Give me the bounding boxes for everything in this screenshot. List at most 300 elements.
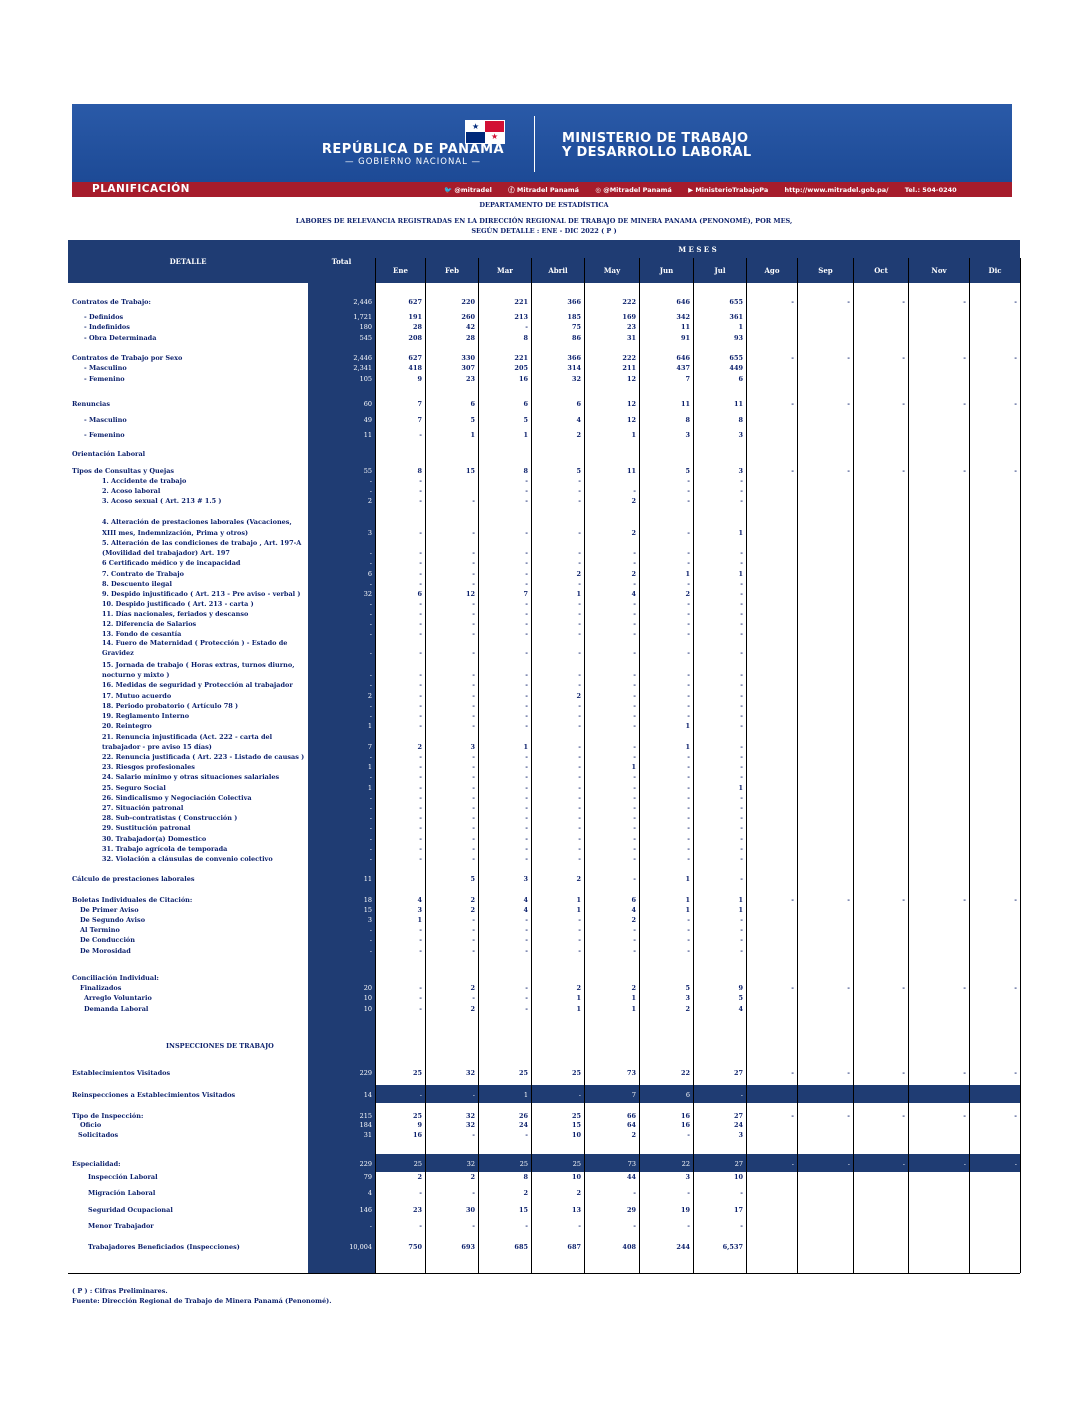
row-value: -	[687, 926, 690, 934]
row-value: 1	[685, 743, 690, 751]
youtube-link[interactable]: ▶ MinisterioTrabajoPa	[688, 186, 769, 194]
row-label: Finalizados	[80, 984, 122, 992]
row-value: -	[472, 926, 475, 934]
row-value: -	[472, 763, 475, 771]
row-value: 1	[631, 763, 636, 771]
row-value: -	[578, 702, 581, 710]
row-value: -	[472, 773, 475, 781]
row-label: 16. Medidas de seguridad y Protección al trabajador	[102, 681, 293, 689]
twitter-link[interactable]: 🐦 @mitradel	[444, 186, 492, 194]
row-value: 66	[626, 1112, 636, 1120]
row-value: 1	[576, 994, 581, 1002]
row-label: Oficio	[80, 1121, 102, 1129]
row-value: -	[687, 497, 690, 505]
row-value: 11	[626, 467, 636, 475]
row-label: 2. Acoso laboral	[102, 487, 161, 495]
row-value: -	[791, 298, 794, 306]
row-value: 1	[631, 1005, 636, 1013]
website-link[interactable]: http://www.mitradel.gob.pa/	[784, 186, 889, 194]
row-value: -	[687, 784, 690, 792]
row-value: 10	[571, 1173, 581, 1181]
row-value: -	[525, 559, 528, 567]
row-label: Boletas Individuales de Citación:	[72, 896, 193, 904]
row-label: Seguridad Ocupacional	[88, 1206, 173, 1214]
row-value: -	[687, 610, 690, 618]
row-label: Gravidez	[102, 649, 134, 657]
row-value: 437	[676, 364, 690, 372]
row-value: 27	[733, 1069, 743, 1077]
row-value: -	[472, 835, 475, 843]
row-value: -	[419, 804, 422, 812]
row-value: -	[472, 994, 475, 1002]
row-label: 19. Reglamento Interno	[102, 712, 190, 720]
row-value: -	[578, 580, 581, 588]
row-value: 6	[523, 400, 528, 408]
row-value: -	[740, 702, 743, 710]
row-total: 2	[367, 497, 372, 505]
row-value: 19	[680, 1206, 690, 1214]
row-label: Renuncias	[72, 400, 111, 408]
ministerio-line-1: MINISTERIO DE TRABAJO	[562, 131, 749, 146]
row-value: -	[633, 947, 636, 955]
row-value: -	[1014, 1160, 1017, 1168]
instagram-link[interactable]: ◎ @Mitradel Panamá	[595, 186, 672, 194]
row-total: -	[369, 620, 372, 628]
row-value: -	[687, 649, 690, 657]
row-value: -	[740, 620, 743, 628]
row-value: -	[633, 845, 636, 853]
row-label: 15. Jornada de trabajo ( Horas extras, turnos diurno,	[102, 661, 295, 669]
row-label: 10. Despido justificado ( Art. 213 - carta )	[102, 600, 254, 608]
row-label: 32. Violación a cláusulas de convenio colectivo	[102, 855, 273, 863]
row-value: -	[687, 753, 690, 761]
row-total: -	[369, 671, 372, 679]
row-value: 23	[412, 1206, 422, 1214]
month-header: Sep	[797, 258, 853, 283]
row-value: -	[963, 984, 966, 992]
row-label: 25. Seguro Social	[102, 784, 166, 792]
row-total: -	[369, 926, 372, 934]
row-label: Cálculo de prestaciones laborales	[72, 875, 195, 883]
row-value: 2	[470, 906, 475, 914]
row-value: -	[791, 467, 794, 475]
row-value: -	[847, 984, 850, 992]
row-label: 21. Renuncia injustificada (Act. 222 - carta del	[102, 733, 273, 741]
row-value: 27	[734, 1160, 743, 1168]
banner-divider	[534, 116, 535, 172]
row-value: 31	[626, 334, 636, 342]
row-value: 211	[622, 364, 636, 372]
row-value: -	[847, 896, 850, 904]
row-value: -	[687, 763, 690, 771]
row-label: Tipo de Inspección:	[72, 1112, 144, 1120]
row-value: -	[419, 763, 422, 771]
row-label: trabajador - pre aviso 15 días)	[102, 743, 212, 751]
row-label: INSPECCIONES DE TRABAJO	[166, 1042, 274, 1050]
row-total: 3	[367, 916, 372, 924]
row-value: 28	[465, 334, 475, 342]
section-bar	[72, 182, 1012, 197]
row-label: - Femenino	[84, 431, 125, 439]
row-value: 25	[571, 1069, 581, 1077]
row-value: -	[419, 431, 422, 439]
row-value: -	[740, 610, 743, 618]
row-value: 418	[408, 364, 422, 372]
row-value: -	[472, 784, 475, 792]
row-label: Al Termino	[80, 926, 120, 934]
row-value: 627	[408, 354, 422, 362]
row-value: 2	[417, 743, 422, 751]
row-value: 627	[408, 298, 422, 306]
row-value: -	[525, 794, 528, 802]
row-label: Contratos de Trabajo:	[72, 298, 151, 306]
row-total: 7	[367, 743, 372, 751]
row-value: 6	[738, 375, 743, 383]
row-value: 1	[738, 570, 743, 578]
row-total: -	[369, 835, 372, 843]
row-label: 6 Certificado médico y de incapacidad	[102, 559, 241, 567]
gobierno-label: — GOBIERNO NACIONAL —	[344, 157, 482, 167]
row-total: 229	[359, 1160, 372, 1168]
row-value: -	[633, 702, 636, 710]
row-value: -	[687, 681, 690, 689]
row-total: 10	[363, 1005, 372, 1013]
row-value: 16	[412, 1131, 422, 1139]
row-value: 1	[685, 875, 690, 883]
row-value: 73	[626, 1069, 636, 1077]
row-label: 28. Sub-contratistas ( Construcción )	[102, 814, 238, 822]
row-value: -	[687, 692, 690, 700]
row-value: -	[687, 835, 690, 843]
row-value: -	[419, 529, 422, 537]
row-value: -	[791, 896, 794, 904]
row-value: -	[472, 702, 475, 710]
column-divider	[746, 258, 747, 1273]
row-value: 11	[680, 400, 690, 408]
row-value: -	[740, 855, 743, 863]
row-value: 361	[729, 313, 743, 321]
row-value: 1	[576, 1005, 581, 1013]
row-value: -	[791, 354, 794, 362]
row-value: -	[1014, 1112, 1017, 1120]
row-total: -	[369, 773, 372, 781]
row-value: -	[578, 477, 581, 485]
row-value: 4	[631, 590, 636, 598]
row-value: -	[633, 753, 636, 761]
row-total: -	[369, 804, 372, 812]
row-value: -	[791, 1069, 794, 1077]
row-value: -	[472, 855, 475, 863]
row-value: 22	[680, 1069, 690, 1077]
row-label: 29. Sustitución patronal	[102, 824, 191, 832]
row-label: Inspección Laboral	[88, 1173, 158, 1181]
row-value: -	[472, 610, 475, 618]
row-value: 1	[738, 529, 743, 537]
row-value: 7	[631, 1091, 636, 1099]
row-value: -	[633, 600, 636, 608]
row-value: 205	[514, 364, 528, 372]
row-value: -	[419, 681, 422, 689]
row-value: -	[1014, 298, 1017, 306]
row-value: 221	[514, 354, 528, 362]
row-value: -	[525, 620, 528, 628]
row-value: 366	[567, 298, 581, 306]
row-value: 1	[685, 906, 690, 914]
row-value: -	[419, 570, 422, 578]
row-value: 6	[576, 400, 581, 408]
row-value: 4	[631, 906, 636, 914]
row-value: -	[633, 487, 636, 495]
row-value: -	[740, 753, 743, 761]
row-value: -	[687, 559, 690, 567]
row-value: 42	[465, 323, 475, 331]
row-value: 7	[417, 400, 422, 408]
row-total: 146	[359, 1206, 372, 1214]
row-value: 12	[626, 416, 636, 424]
row-value: 15	[465, 467, 475, 475]
row-value: -	[472, 794, 475, 802]
row-value: 2	[631, 570, 636, 578]
row-value: 9	[417, 375, 422, 383]
row-value: 64	[626, 1121, 636, 1129]
row-value: -	[740, 763, 743, 771]
row-value: -	[847, 1160, 850, 1168]
ministerio-line-2: Y DESARROLLO LABORAL	[562, 145, 752, 160]
row-value: -	[847, 1112, 850, 1120]
row-value: -	[472, 549, 475, 557]
row-total: 180	[359, 323, 372, 331]
row-total: -	[369, 855, 372, 863]
row-value: -	[419, 620, 422, 628]
row-total: 11	[363, 431, 372, 439]
row-value: -	[687, 824, 690, 832]
row-total: 32	[363, 590, 372, 598]
row-value: -	[578, 845, 581, 853]
row-value: -	[740, 773, 743, 781]
row-label: nocturno y mixto )	[102, 671, 170, 679]
row-value: -	[687, 936, 690, 944]
row-value: 5	[470, 875, 475, 883]
row-value: -	[740, 722, 743, 730]
row-total: 6	[367, 570, 372, 578]
row-value: -	[472, 722, 475, 730]
row-value: -	[525, 529, 528, 537]
row-total: -	[369, 936, 372, 944]
row-value: -	[963, 298, 966, 306]
row-value: 4	[417, 896, 422, 904]
row-label: 26. Sindicalismo y Negociación Colectiva	[102, 794, 252, 802]
row-value: -	[525, 753, 528, 761]
row-value: 1	[576, 906, 581, 914]
row-value: 8	[523, 1173, 528, 1181]
row-value: -	[525, 630, 528, 638]
row-value: 16	[680, 1121, 690, 1129]
row-total: 215	[359, 1112, 372, 1120]
row-value: -	[791, 400, 794, 408]
row-value: -	[1014, 984, 1017, 992]
row-value: -	[419, 947, 422, 955]
row-value: -	[578, 763, 581, 771]
row-value: 10	[733, 1173, 743, 1181]
row-value: -	[740, 712, 743, 720]
row-value: 8	[738, 416, 743, 424]
row-value: -	[578, 630, 581, 638]
row-value: 44	[626, 1173, 636, 1181]
row-total: -	[369, 681, 372, 689]
row-total: 1	[367, 763, 372, 771]
row-total: 55	[363, 467, 372, 475]
row-value: -	[633, 804, 636, 812]
row-value: -	[740, 559, 743, 567]
header-banner	[72, 104, 1012, 182]
row-label: - Masculino	[84, 416, 127, 424]
row-value: -	[525, 1131, 528, 1139]
row-label: 11. Días nacionales, feriados y descanso	[102, 610, 249, 618]
row-total: 79	[363, 1173, 372, 1181]
row-total: 1	[367, 784, 372, 792]
row-value: -	[740, 916, 743, 924]
row-value: -	[791, 984, 794, 992]
row-value: -	[740, 875, 743, 883]
row-total: -	[369, 610, 372, 618]
row-value: 655	[729, 354, 743, 362]
row-total: -	[369, 702, 372, 710]
row-value: -	[847, 400, 850, 408]
row-value: -	[419, 649, 422, 657]
row-value: -	[687, 855, 690, 863]
row-value: -	[687, 529, 690, 537]
row-value: -	[740, 947, 743, 955]
row-value: -	[633, 835, 636, 843]
row-value: 2	[631, 916, 636, 924]
total-header: Total	[308, 240, 375, 283]
row-value: -	[633, 824, 636, 832]
row-value: -	[525, 549, 528, 557]
row-value: 3	[685, 994, 690, 1002]
row-value: -	[687, 702, 690, 710]
row-value: -	[472, 814, 475, 822]
row-label: Especialidad:	[72, 1160, 121, 1168]
row-value: -	[963, 400, 966, 408]
row-value: -	[963, 1112, 966, 1120]
row-value: -	[419, 824, 422, 832]
row-value: 28	[412, 323, 422, 331]
row-value: -	[525, 804, 528, 812]
row-total: -	[369, 600, 372, 608]
row-value: -	[578, 926, 581, 934]
row-value: -	[687, 487, 690, 495]
row-label: 17. Mutuo acuerdo	[102, 692, 172, 700]
row-value: 2	[631, 984, 636, 992]
row-total: 229	[359, 1069, 372, 1077]
row-value: -	[740, 681, 743, 689]
row-value: 6	[470, 400, 475, 408]
month-header: Nov	[908, 258, 969, 283]
row-value: -	[419, 984, 422, 992]
row-value: -	[902, 298, 905, 306]
row-value: 2	[631, 1131, 636, 1139]
row-value: -	[1014, 354, 1017, 362]
row-value: -	[687, 1222, 690, 1230]
row-value: -	[525, 916, 528, 924]
row-value: 1	[523, 1091, 528, 1099]
row-value: -	[472, 497, 475, 505]
row-value: 25	[412, 1112, 422, 1120]
row-value: 86	[571, 334, 581, 342]
row-value: -	[740, 549, 743, 557]
row-total: 105	[359, 375, 372, 383]
row-value: 2	[470, 896, 475, 904]
row-value: 23	[465, 375, 475, 383]
row-label: De Conducción	[80, 936, 135, 944]
row-value: -	[578, 947, 581, 955]
row-value: 213	[514, 313, 528, 321]
row-label: 27. Situación patronal	[102, 804, 184, 812]
row-total: -	[369, 753, 372, 761]
row-value: 23	[626, 323, 636, 331]
row-value: -	[963, 354, 966, 362]
row-value: -	[740, 1189, 743, 1197]
row-value: 1	[738, 896, 743, 904]
facebook-link[interactable]: ⓕ Mitradel Panamá	[508, 186, 579, 194]
month-header: Jun	[639, 258, 693, 283]
row-value: -	[633, 549, 636, 557]
row-value: 8	[417, 467, 422, 475]
row-label: 22. Renuncia justificada ( Art. 223 - Listado de causas )	[102, 753, 305, 761]
row-total: 2,446	[353, 354, 372, 362]
row-value: -	[472, 671, 475, 679]
row-value: 1	[417, 916, 422, 924]
row-value: -	[472, 681, 475, 689]
row-value: -	[740, 936, 743, 944]
row-value: -	[578, 487, 581, 495]
row-value: -	[472, 1091, 475, 1099]
row-value: 30	[465, 1206, 475, 1214]
row-total: 11	[363, 875, 372, 883]
row-value: -	[633, 681, 636, 689]
row-value: -	[419, 580, 422, 588]
row-value: -	[740, 692, 743, 700]
row-value: -	[525, 845, 528, 853]
row-value: 2	[685, 1005, 690, 1013]
row-value: 260	[461, 313, 475, 321]
row-total: -	[369, 824, 372, 832]
month-header: Jul	[693, 258, 746, 283]
row-value: -	[419, 671, 422, 679]
row-value: -	[740, 630, 743, 638]
row-total: 184	[359, 1121, 372, 1129]
row-label: Arreglo Voluntario	[84, 994, 152, 1002]
row-value: 10	[571, 1131, 581, 1139]
row-label: Establecimientos Visitados	[72, 1069, 171, 1077]
row-value: -	[687, 477, 690, 485]
row-value: -	[740, 794, 743, 802]
row-value: -	[633, 794, 636, 802]
row-value: 7	[685, 375, 690, 383]
row-label: Migración Laboral	[88, 1189, 156, 1197]
row-value: 7	[523, 590, 528, 598]
row-value: 75	[571, 323, 581, 331]
row-value: 220	[461, 298, 475, 306]
row-value: -	[525, 722, 528, 730]
row-total: 1	[367, 722, 372, 730]
row-value: -	[525, 649, 528, 657]
row-value: -	[578, 855, 581, 863]
row-label: 31. Trabajo agrícola de temporada	[102, 845, 228, 853]
row-value: -	[525, 984, 528, 992]
row-label: 18. Periodo probatorio ( Artículo 78 )	[102, 702, 239, 710]
row-value: 3	[738, 431, 743, 439]
